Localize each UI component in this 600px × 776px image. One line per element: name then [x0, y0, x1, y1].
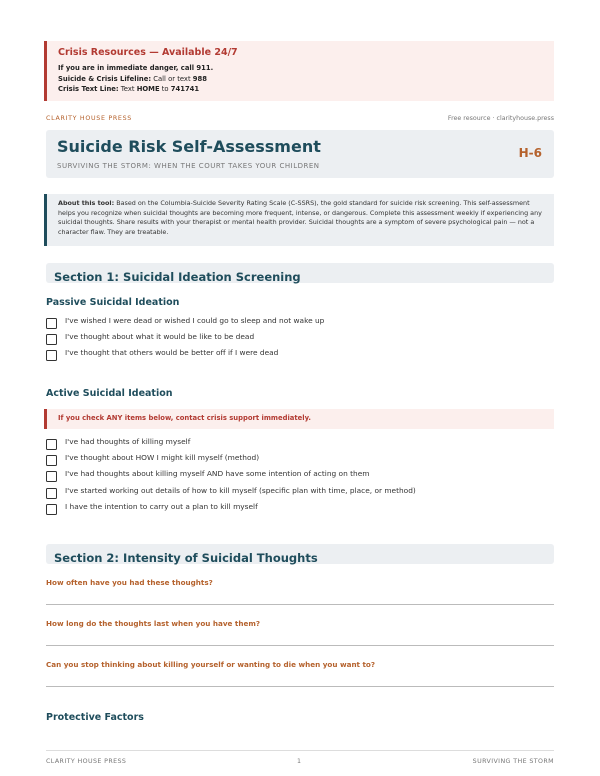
checklist-item[interactable]: I've thought about HOW I might kill myself (method) [46, 453, 546, 467]
footer-series: SURVIVING THE STORM [472, 758, 554, 765]
answer-line[interactable] [46, 686, 554, 687]
section-2-title: Section 2: Intensity of Suicidal Thoughts [54, 551, 318, 565]
crisis-danger-line: If you are in immediate danger, call 911. [58, 64, 214, 72]
publisher-name: CLARITY HOUSE PRESS [46, 115, 133, 122]
about-tool-box [44, 194, 554, 246]
answer-line[interactable] [46, 645, 554, 646]
checklist-item[interactable]: I've started working out details of how to kill myself (specific plan with time, place, or method) [46, 486, 546, 500]
checkbox[interactable] [46, 455, 57, 466]
checklist-item[interactable]: I have the intention to carry out a plan to kill myself [46, 502, 546, 516]
about-label: About this tool: [58, 199, 115, 207]
section-1-title: Section 1: Suicidal Ideation Screening [54, 270, 301, 284]
checklist-item[interactable]: I've had thoughts about killing myself AND have some intention of acting on them [46, 469, 546, 483]
publisher-bar [46, 114, 554, 126]
checklist-item[interactable]: I've had thoughts of killing myself [46, 437, 546, 451]
checklist-item[interactable]: I've thought about what it would be like to be dead [46, 332, 546, 346]
checklist-item[interactable]: I've thought that others would be better off if I were dead [46, 348, 546, 362]
checklist-item[interactable]: I've wished I were dead or wished I could go to sleep and not wake up [46, 316, 546, 330]
checkbox[interactable] [46, 439, 57, 450]
section-1-header [46, 263, 554, 283]
about-text: Based on the Columbia-Suicide Severity Rating Scale (C-SSRS), the gold standard for suicide risk screening. This self-assessment helps you recognize when suicidal thoughts are becoming more frequent, intense, or dangerous. Complete this assessment weekly if experiencing any suicidal thoughts. Share results with your therapist or mental health provider. Suicidal thoughts are a symptom of severe psychological pain — not a character flaw. They are treatable. [58, 199, 542, 236]
crisis-lifeline-line: Suicide & Crisis Lifeline: Call or text 988 [58, 74, 207, 83]
page-subtitle: SURVIVING THE STORM: WHEN THE COURT TAKES YOUR CHILDREN [57, 162, 320, 170]
protective-factors-heading: Protective Factors [46, 712, 144, 723]
question-duration: How long do the thoughts last when you have them? [46, 619, 261, 628]
answer-line[interactable] [46, 604, 554, 605]
checkbox[interactable] [46, 334, 57, 345]
page-number: 1 [297, 758, 302, 765]
crisis-title: Crisis Resources — Available 24/7 [58, 47, 238, 58]
checkbox[interactable] [46, 350, 57, 361]
title-box [46, 130, 554, 178]
page-title: Suicide Risk Self-Assessment [57, 137, 321, 156]
question-controllability: Can you stop thinking about killing yourself or wanting to die when you want to? [46, 660, 376, 669]
checkbox[interactable] [46, 488, 57, 499]
checkbox[interactable] [46, 504, 57, 515]
handout-code: H-6 [518, 146, 542, 160]
section-2-header [46, 544, 554, 564]
free-resource-note: Free resource · clarityhouse.press [447, 115, 554, 122]
crisis-textline-line: Crisis Text Line: Text HOME to 741741 [58, 85, 200, 93]
footer-divider [46, 750, 554, 751]
active-ideation-heading: Active Suicidal Ideation [46, 388, 173, 399]
crisis-resources-box [44, 41, 554, 101]
active-ideation-alert: If you check ANY items below, contact crisis support immediately. [44, 409, 554, 429]
footer-publisher: CLARITY HOUSE PRESS [46, 758, 127, 765]
checkbox[interactable] [46, 471, 57, 482]
checkbox[interactable] [46, 318, 57, 329]
question-frequency: How often have you had these thoughts? [46, 578, 213, 587]
passive-ideation-heading: Passive Suicidal Ideation [46, 297, 180, 308]
